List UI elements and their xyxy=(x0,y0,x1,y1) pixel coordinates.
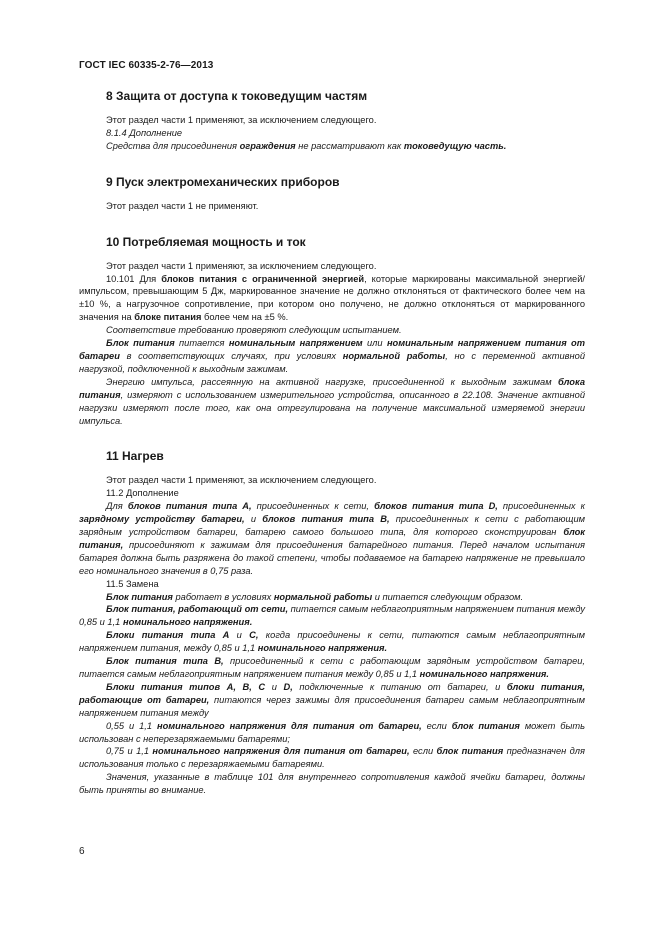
text: не рассматривают как xyxy=(295,140,404,151)
text: присоединенных к xyxy=(497,501,586,512)
text: и xyxy=(244,514,263,525)
s11-paragraph-8 xyxy=(79,655,585,681)
text: 0,55 и 1,1 xyxy=(106,720,157,731)
section-11-title: 11 Нагрев xyxy=(106,449,164,464)
text: Энергию импульса, рассеянную на активной нагрузке, присоединенной к выходным зажимам xyxy=(106,376,559,387)
term: блок питания, xyxy=(79,527,585,550)
text: и питается следующим образом. xyxy=(372,591,524,602)
text: предназначен для использования только с перезаряжаемыми батареями. xyxy=(79,746,585,770)
page-content xyxy=(79,89,585,797)
term: блоков питания с ограниченной энергией xyxy=(161,273,365,284)
term: Блоки питания типов А, В, С xyxy=(106,681,266,692)
s8-subclause: 8.1.4 Дополнение xyxy=(106,127,183,138)
text: Средства для присоединения xyxy=(106,140,240,151)
term: номинальным напряжением xyxy=(228,338,363,349)
s11-paragraph-9 xyxy=(79,681,585,720)
text: присоединенных к сети с работающим зарядным устройством батареи, батарею самого большого типа, для которого сконструирован xyxy=(79,514,585,538)
text: когда присоединены к сети, питаются самым неблагоприятным напряжением питания, между 0,85 и 1,1 xyxy=(79,630,585,654)
term: блоки питания, работающие от батареи, xyxy=(79,681,586,705)
term: блок питания xyxy=(436,746,504,757)
s11-subclause-5: 11.5 Замена xyxy=(106,578,159,589)
text: 0,75 и 1,1 xyxy=(106,746,153,757)
text: и xyxy=(265,681,284,692)
text: и xyxy=(229,630,250,641)
term: блоке питания xyxy=(134,312,202,323)
term: номинальным напряжением питания от батареи xyxy=(79,338,585,361)
s11-paragraph-5 xyxy=(79,591,585,604)
term: блок питания xyxy=(451,720,520,731)
term: Блок питания, работающий от сети, xyxy=(106,604,289,615)
text: если xyxy=(421,720,452,731)
text: , которые маркированы максимальной энергией/импульсом, превышающим 5 Дж, маркированное значение не должно отклоняться от фактического более чем на ±10 %, а нагрузочное сопротивление, при котором оно получено, не должно отклоняться от маркированного значения на xyxy=(79,273,585,323)
s11-paragraph-1: Этот раздел части 1 применяют, за исключением следующего. xyxy=(106,475,377,486)
text: работает в условиях xyxy=(172,591,274,602)
page-number: 6 xyxy=(79,846,85,857)
text: питается xyxy=(174,338,229,349)
s10-paragraph-3: Соответствие требованию проверяют следующим испытанием. xyxy=(106,325,402,336)
text: , но с переменной активной нагрузкой, подключенной к выходным зажимам. xyxy=(79,350,585,374)
s10-paragraph-4 xyxy=(79,337,585,376)
term: D, xyxy=(283,681,293,692)
s8-paragraph-1: Этот раздел части 1 применяют, за исключением следующего. xyxy=(106,115,377,125)
s11-paragraph-7 xyxy=(79,629,585,655)
text: , измеряют с использованием измерительного устройства, описанного в 22.108. Значение активной нагрузки измеряют после того, как она отрегулирована на получение максимальной измеряемой энергии импульса. xyxy=(79,389,585,426)
s10-paragraph-2 xyxy=(79,273,585,325)
text: 10.101 Для xyxy=(106,273,162,284)
text: присоединенных к сети, xyxy=(251,501,375,512)
term: номинального напряжения для питания от батареи, xyxy=(152,746,410,757)
term: нормальной работы xyxy=(273,591,373,602)
term: блоков питания типа D, xyxy=(374,501,498,512)
s9-paragraph-1: Этот раздел части 1 не применяют. xyxy=(106,200,259,211)
section-9-title: 9 Пуск электромеханических приборов xyxy=(106,174,340,189)
text: или xyxy=(362,338,387,349)
term: номинального напряжения для питания от батареи, xyxy=(156,720,422,731)
s11-paragraph-10 xyxy=(79,720,585,746)
s11-paragraph-3 xyxy=(79,500,585,577)
s10-paragraph-1: Этот раздел части 1 применяют, за исключением следующего. xyxy=(106,260,377,271)
text: питаются через зажимы для присоединения батареи самым неблагоприятным напряжением питания между xyxy=(79,694,585,718)
term: зарядному устройству батареи, xyxy=(79,514,245,525)
term: Блок питания xyxy=(106,591,173,602)
s11-subclause-2: 11.2 Дополнение xyxy=(106,488,179,499)
s8-paragraph-3 xyxy=(79,140,585,153)
term: Блок питания типа В, xyxy=(106,656,224,667)
s11-paragraph-12: Значения, указанные в таблице 101 для внутреннего сопротивления каждой ячейки батареи, должны быть приняты во внимание. xyxy=(79,772,585,796)
section-10-title: 10 Потребляемая мощность и ток xyxy=(106,234,306,249)
term: Блок питания xyxy=(106,338,175,349)
text: может быть использован с неперезаряжаемыми батареями; xyxy=(79,720,585,744)
section-8-title: 8 Защита от доступа к токоведущим частям xyxy=(106,89,368,103)
term: номинального напряжения. xyxy=(122,617,253,628)
term: блока питания xyxy=(79,376,585,400)
term: номинального напряжения. xyxy=(419,669,549,679)
s11-paragraph-6 xyxy=(79,603,585,629)
text: если xyxy=(409,746,437,757)
term: токоведущую часть. xyxy=(403,140,507,151)
term: ограждения xyxy=(239,140,296,151)
text: присоединенный к сети с работающим зарядным устройством батареи, питается самым неблагоприятным напряжением питания между 0,85 и 1,1 xyxy=(79,656,585,679)
term: блоков питания типа В, xyxy=(262,514,390,525)
s10-paragraph-5 xyxy=(79,376,585,428)
term: блоков питания типа А, xyxy=(127,501,252,512)
term: С, xyxy=(249,630,259,641)
term: нормальной работы xyxy=(342,350,446,361)
s11-paragraph-11 xyxy=(79,745,585,771)
text: в соответствующих случаях, при условиях xyxy=(119,350,343,361)
document-header: ГОСТ IEC 60335-2-76—2013 xyxy=(79,60,214,71)
text: подключенные к питанию от батареи, и xyxy=(292,681,507,692)
term: Блоки питания типа А xyxy=(106,630,230,641)
term: номинального напряжения. xyxy=(257,643,388,654)
spacer xyxy=(79,153,585,175)
spacer xyxy=(79,427,585,449)
text: Для xyxy=(106,501,128,512)
text: питается самым неблагоприятным напряжением питания между 0,85 и 1,1 xyxy=(79,604,586,628)
text: присоединяют к зажимам для присоединения батарейного питания. Перед началом испытания батарея должна быть разряжена до такой степени, чтобы подаваемое на батарею напряжение не превышало его номинального значения в 0,75 раза. xyxy=(79,539,585,576)
spacer xyxy=(79,213,585,235)
text: более чем на ±5 %. xyxy=(201,312,289,323)
